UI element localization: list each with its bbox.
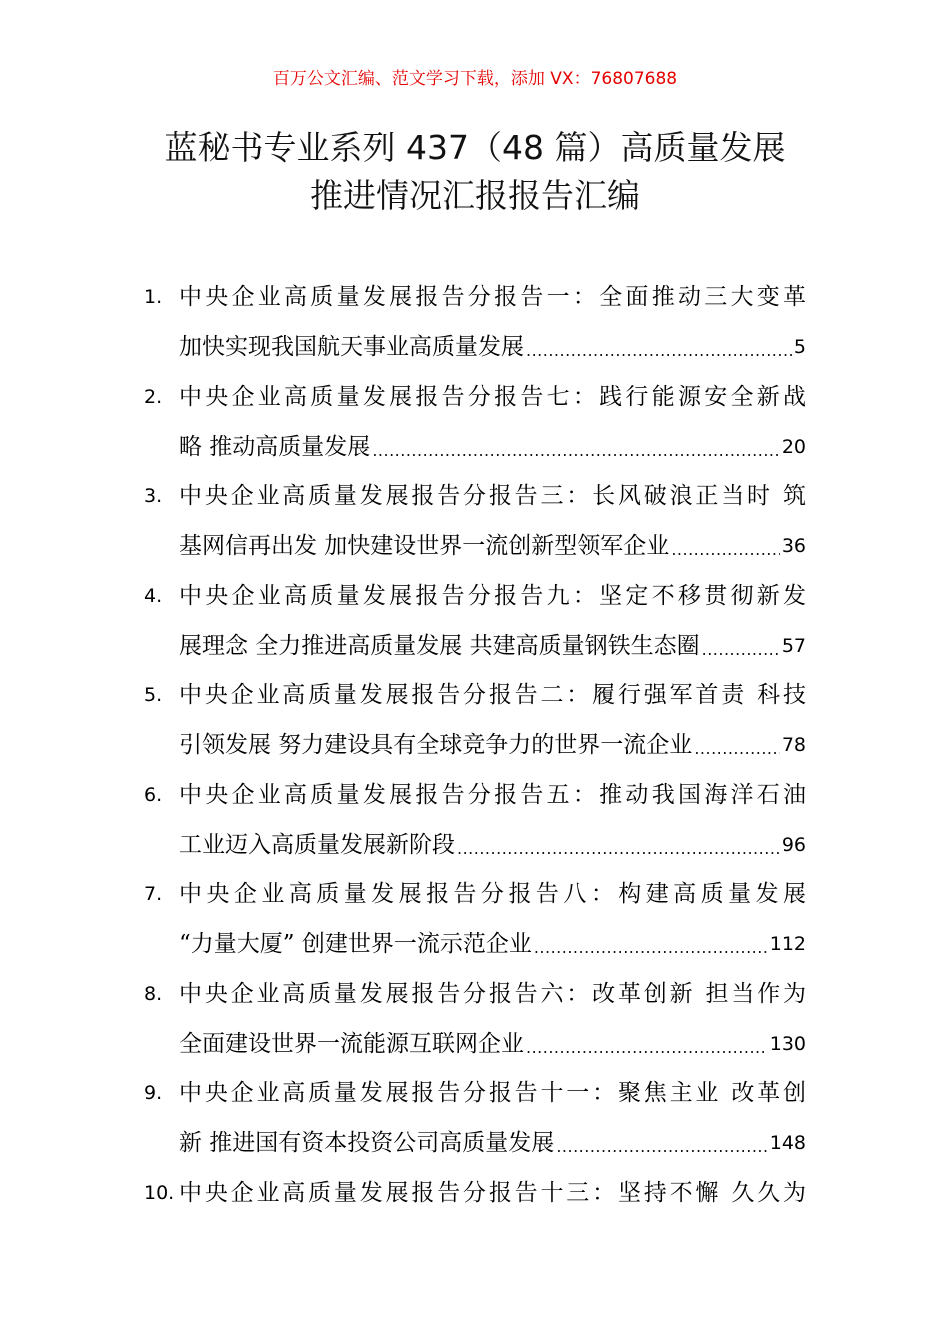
toc-entry-number: 7.	[144, 883, 163, 905]
toc-entry-title-line-2	[179, 422, 806, 472]
toc-entry-title-line-2	[179, 919, 806, 969]
toc-entry-title-line-2	[179, 521, 806, 571]
toc-entry-number: 5.	[144, 684, 163, 706]
toc-entry-number: 3.	[144, 485, 163, 507]
toc-entry-title-line-2	[179, 720, 806, 770]
toc-entry-title-continuation: 工业迈入高质量发展新阶段	[179, 831, 455, 858]
toc-entry-page-number: 96	[781, 833, 806, 856]
toc-entry-title-line-2	[179, 1118, 806, 1168]
toc-entry[interactable]	[144, 869, 806, 969]
toc-entry-page-number: 148	[769, 1132, 806, 1154]
toc-entry-title-line-1: 中央企业高质量发展报告分报告七：践行能源安全新战	[179, 383, 806, 410]
document-title-line-1: 蓝秘书专业系列 437（48 篇）高质量发展	[164, 128, 786, 167]
toc-entry-number: 6.	[144, 783, 163, 806]
header-banner: 百万公文汇编、范文学习下载，添加 VX：76807688	[272, 69, 678, 89]
toc-entry-title-line-1: 中央企业高质量发展报告分报告十三：坚持不懈 久久为	[179, 1179, 806, 1206]
toc-entry-title-line-1: 中央企业高质量发展报告分报告三：长风破浪正当时 筑	[179, 483, 806, 509]
toc-entry-title-line-2	[179, 621, 806, 671]
toc-entry-title-line-1: 中央企业高质量发展报告分报告六：改革创新 担当作为	[179, 980, 806, 1007]
toc-entry-title-line-1: 中央企业高质量发展报告分报告八：构建高质量发展	[179, 881, 806, 907]
toc-entry-number: 8.	[144, 982, 163, 1005]
toc-entry-title-line-1: 中央企业高质量发展报告分报告二：履行强军首责 科技	[179, 682, 806, 708]
toc-entry-title-continuation: 新 推进国有资本投资公司高质量发展	[179, 1130, 555, 1156]
toc-entry-title-continuation: 展理念 全力推进高质量发展 共建高质量钢铁生态圈	[179, 632, 700, 659]
toc-entry[interactable]	[144, 571, 806, 671]
toc-entry[interactable]	[144, 770, 806, 870]
toc-entry-number: 4.	[144, 584, 163, 607]
toc-entry[interactable]	[144, 272, 806, 372]
toc-entry-title-line-1: 中央企业高质量发展报告分报告五：推动我国海洋石油	[179, 781, 806, 808]
toc-entry-title-line-2	[179, 820, 806, 870]
toc-entry-title-continuation: 加快实现我国航天事业高质量发展	[179, 334, 524, 360]
toc-entry-page-number: 36	[781, 535, 806, 557]
dot-leader	[702, 621, 780, 671]
dot-leader	[534, 919, 768, 969]
dot-leader	[671, 521, 780, 571]
toc-entry[interactable]	[144, 1168, 806, 1268]
toc-entry-title-line-2	[179, 322, 806, 372]
toc-entry-title-continuation: 基网信再出发 加快建设世界一流创新型领军企业	[179, 533, 670, 559]
dot-leader	[694, 720, 780, 770]
toc-entry-page-number: 130	[769, 1032, 806, 1055]
toc-entry[interactable]	[144, 471, 806, 571]
toc-entry-page-number: 78	[781, 734, 806, 756]
toc-entry-number: 1.	[144, 286, 163, 308]
document-title-line-2: 推进情况汇报报告汇编	[310, 176, 640, 215]
toc-entry-title-line-1: 中央企业高质量发展报告分报告一：全面推动三大变革	[179, 284, 806, 310]
toc-entry-title-continuation: 引领发展 努力建设具有全球竞争力的世界一流企业	[179, 732, 693, 758]
toc-entry-number: 10.	[144, 1181, 175, 1204]
dot-leader	[526, 322, 792, 372]
toc-entry[interactable]	[144, 372, 806, 472]
dot-leader	[372, 422, 780, 472]
toc-entry-page-number: 20	[781, 435, 806, 458]
toc-entry-title-continuation: “力量大厦” 创建世界一流示范企业	[179, 931, 532, 957]
toc-entry-number: 9.	[144, 1082, 163, 1104]
toc-entry-page-number: 112	[769, 933, 806, 955]
toc-entry-title-continuation: 略 推动高质量发展	[179, 433, 371, 460]
toc-entry-page-number: 57	[781, 634, 806, 657]
dot-leader	[457, 820, 780, 870]
dot-leader	[556, 1118, 767, 1168]
dot-leader	[526, 1019, 768, 1069]
toc-entry-page-number: 5	[793, 336, 806, 358]
toc-entry-title-line-1: 中央企业高质量发展报告分报告九：坚定不移贯彻新发	[179, 582, 806, 609]
toc-entry[interactable]	[144, 969, 806, 1069]
toc-entry-title-line-2	[179, 1019, 806, 1069]
toc-entry-title-continuation: 全面建设世界一流能源互联网企业	[179, 1030, 524, 1057]
table-of-contents	[144, 272, 806, 1267]
toc-entry-title-line-1: 中央企业高质量发展报告分报告十一：聚焦主业 改革创	[179, 1080, 806, 1106]
toc-entry[interactable]	[144, 670, 806, 770]
toc-entry-number: 2.	[144, 385, 163, 408]
toc-entry[interactable]	[144, 1068, 806, 1168]
